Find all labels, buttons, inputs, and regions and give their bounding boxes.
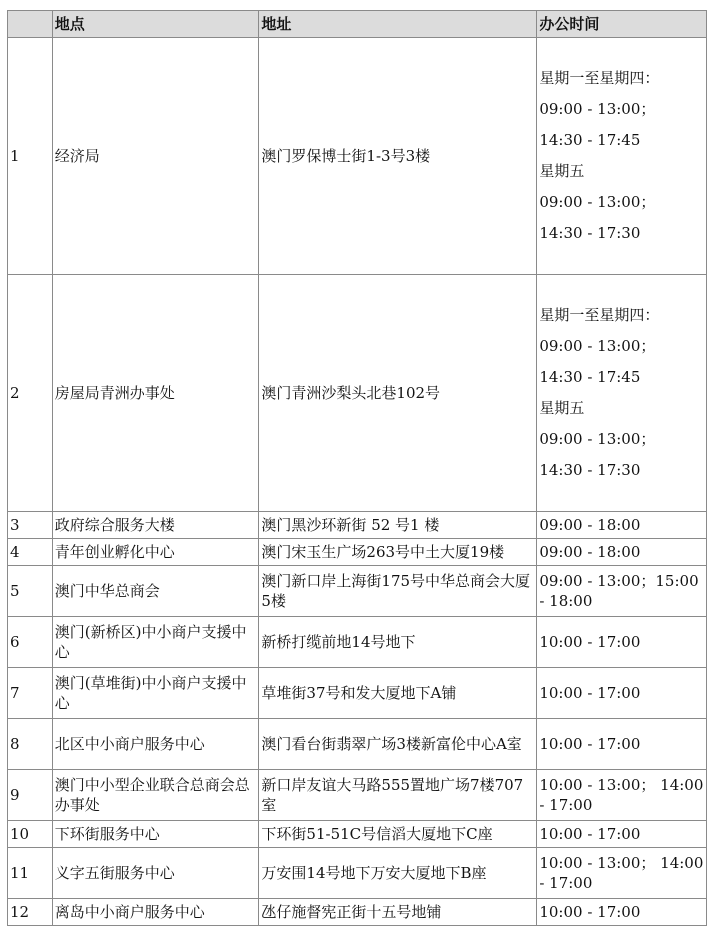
hours-line: 14:30 - 17:30 <box>539 461 641 479</box>
hours-line: 14:30 - 17:30 <box>539 224 641 242</box>
row-location: 下环街服务中心 <box>52 821 259 848</box>
hours-line: 星期一至星期四： <box>539 306 660 324</box>
row-hours: 10:00 - 17:00 <box>537 617 707 668</box>
row-address: 澳门看台街翡翠广场3楼新富伦中心A室 <box>259 719 537 770</box>
hours-line: 星期一至星期四： <box>539 69 660 87</box>
row-num: 6 <box>8 617 53 668</box>
row-num: 12 <box>8 899 53 926</box>
row-address: 氹仔施督宪正街十五号地铺 <box>259 899 537 926</box>
table-row <box>8 617 707 668</box>
row-location: 义字五街服务中心 <box>52 848 259 899</box>
row-num: 10 <box>8 821 53 848</box>
row-location: 政府综合服务大楼 <box>52 512 259 539</box>
hours-line: 星期五 <box>539 162 585 180</box>
row-hours: 10:00 - 17:00 <box>537 719 707 770</box>
table-row <box>8 821 707 848</box>
row-num: 1 <box>8 38 53 275</box>
row-num: 8 <box>8 719 53 770</box>
row-location: 青年创业孵化中心 <box>52 539 259 566</box>
row-hours: 09:00 - 13:00；15:00 - 18:00 <box>537 566 707 617</box>
row-hours: 09:00 - 18:00 <box>537 512 707 539</box>
row-hours: 10:00 - 17:00 <box>537 899 707 926</box>
row-num: 4 <box>8 539 53 566</box>
row-hours: 10:00 - 17:00 <box>537 821 707 848</box>
table-row <box>8 770 707 821</box>
row-address: 澳门黑沙环新街 52 号1 楼 <box>259 512 537 539</box>
row-address: 澳门青洲沙梨头北巷102号 <box>259 275 537 512</box>
row-num: 7 <box>8 668 53 719</box>
header-num <box>8 11 53 38</box>
table-row <box>8 566 707 617</box>
header-location: 地点 <box>52 11 259 38</box>
hours-line: 14:30 - 17:45 <box>539 368 641 386</box>
header-address: 地址 <box>259 11 537 38</box>
table-row <box>8 275 707 512</box>
row-location: 澳门(草堆街)中小商户支援中心 <box>52 668 259 719</box>
hours-line: 09:00 - 13:00； <box>539 430 656 448</box>
row-location: 离岛中小商户服务中心 <box>52 899 259 926</box>
row-hours <box>537 38 707 275</box>
table-row <box>8 899 707 926</box>
row-address: 新口岸友谊大马路555置地广场7楼707室 <box>259 770 537 821</box>
row-num: 9 <box>8 770 53 821</box>
row-location: 澳门中华总商会 <box>52 566 259 617</box>
row-address: 澳门新口岸上海街175号中华总商会大厦5楼 <box>259 566 537 617</box>
row-hours: 09:00 - 18:00 <box>537 539 707 566</box>
hours-line: 09:00 - 13:00； <box>539 193 656 211</box>
hours-line: 09:00 - 13:00； <box>539 100 656 118</box>
hours-line: 14:30 - 17:45 <box>539 131 641 149</box>
office-hours-table <box>7 10 707 926</box>
row-num: 3 <box>8 512 53 539</box>
hours-line: 09:00 - 13:00； <box>539 337 656 355</box>
row-num: 5 <box>8 566 53 617</box>
table-row <box>8 539 707 566</box>
table-row <box>8 512 707 539</box>
row-location: 澳门中小型企业联合总商会总办事处 <box>52 770 259 821</box>
row-address: 下环街51-51C号信滔大厦地下C座 <box>259 821 537 848</box>
row-location: 房屋局青洲办事处 <box>52 275 259 512</box>
table-header-row <box>8 11 707 38</box>
hours-line: 星期五 <box>539 399 585 417</box>
table-row <box>8 719 707 770</box>
table-row <box>8 848 707 899</box>
row-address: 万安围14号地下万安大厦地下B座 <box>259 848 537 899</box>
row-num: 11 <box>8 848 53 899</box>
row-hours: 10:00 - 13:00； 14:00 - 17:00 <box>537 848 707 899</box>
row-num: 2 <box>8 275 53 512</box>
row-location: 澳门(新桥区)中小商户支援中心 <box>52 617 259 668</box>
table-row <box>8 668 707 719</box>
header-hours: 办公时间 <box>537 11 707 38</box>
row-hours: 10:00 - 17:00 <box>537 668 707 719</box>
row-address: 澳门宋玉生广场263号中土大厦19楼 <box>259 539 537 566</box>
row-location: 北区中小商户服务中心 <box>52 719 259 770</box>
row-hours <box>537 275 707 512</box>
row-location: 经济局 <box>52 38 259 275</box>
row-address: 澳门罗保博士街1-3号3楼 <box>259 38 537 275</box>
table-row <box>8 38 707 275</box>
row-address: 新桥打缆前地14号地下 <box>259 617 537 668</box>
row-hours: 10:00 - 13:00； 14:00 - 17:00 <box>537 770 707 821</box>
row-address: 草堆街37号和发大厦地下A铺 <box>259 668 537 719</box>
